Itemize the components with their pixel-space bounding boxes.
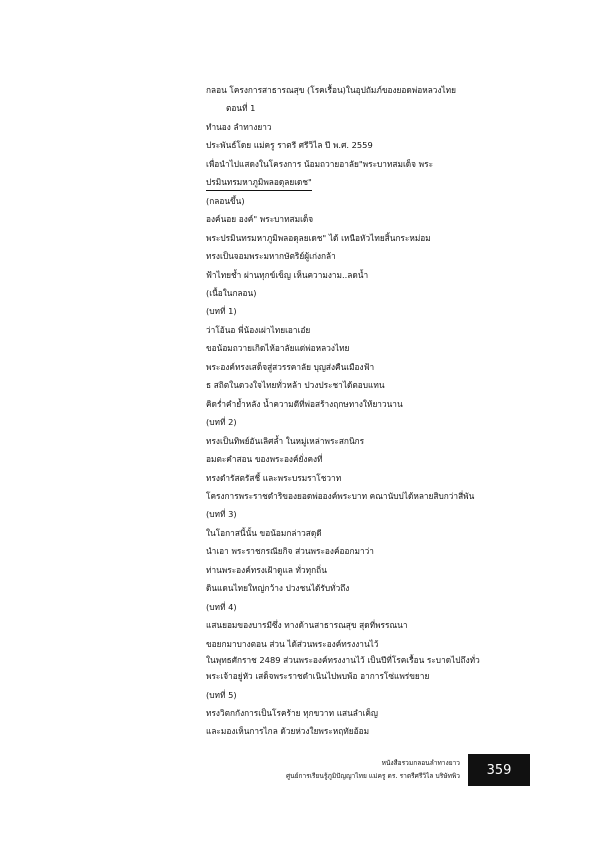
verse-line: ธ สถิตในดวงใจไทยทั่วหล้า ปวงประชาได้ตอบแทน	[206, 380, 385, 391]
page-footer	[230, 754, 530, 788]
verse-line: แสนยอมของบารมีซึ่ง ทางด้านสาธารณสุข สุดที่พรรณนา	[206, 620, 408, 631]
verse-line: ท่านพระองค์ทรงเฝ้าดูแล ทั่วทุกถิ่น	[206, 564, 327, 575]
purpose-line-2: ปรมินทรมหาภูมิพลอดุลยเดช"	[206, 174, 312, 191]
purpose-line-1: เพื่อนำไปแสดงในโครงการ น้อมถวายอาลัย"พระบาทสมเด็จ พระ	[206, 158, 434, 169]
footer-book-title: หนังสือรวมกลอนลำทางยาว	[381, 759, 460, 767]
verse-line: ทรงวิตกกังการเป็นโรคร้าย ทุกขวาท แสนลำเค็ญ	[206, 707, 378, 718]
verse-line: ขอยกมาบางตอน ส่วน ได้ส่วนพระองค์ทรงงานไว้	[206, 638, 379, 649]
verse-line: ทรงดำรัสตรัสชี้ และพระบรมราโชวาท	[206, 472, 342, 483]
stanza-label: (บทที่ 2)	[206, 417, 237, 428]
footer-text	[200, 757, 460, 783]
stanza-label: (บทที่ 3)	[206, 509, 237, 520]
poem-body	[206, 81, 526, 741]
verse-line: องค์นอย องค์" พระบาทสมเด็จ	[206, 214, 314, 225]
verse-line: ในโอกาสนี้นั้น ขอน้อมกล่าวสดุดี	[206, 527, 322, 538]
stanza-label: (บทที่ 4)	[206, 601, 237, 612]
verse-line: อมตะคำสอน ของพระองค์ยั่งคงที่	[206, 454, 323, 465]
verse-line: ว่าโอ้นอ พี่น้องเผ่าไทยเอาเอ๋ย	[206, 324, 311, 335]
verse-line: ในพุทธศักราช 2489 ส่วนพระองค์ทรงงานไว้ เป็นปีที่โรคเรื้อน ระบาดไปถึงทั่ว	[206, 655, 480, 666]
author-line: ประพันธ์โดย แม่ครู ราตรี ศรีวิไล ปี พ.ศ. 2559	[206, 140, 373, 151]
verse-line: นำเอา พระราชกรณียกิจ ส่วนพระองค์ออกมาว่า	[206, 546, 374, 557]
melody-line: ทำนอง ลำทางยาว	[206, 121, 272, 132]
episode-label: ตอนที่ 1	[226, 103, 256, 114]
poem-title: กลอน โครงการสาธารณสุข (โรคเรื้อน)ในอุปถัมภ์ของยอดพ่อหลวงไทย	[206, 85, 457, 95]
verse-line: ฟ้าไทยช้ำ ผ่านทุกข์เข็ญ เห็นความงาม..ลดน้ำ	[206, 269, 369, 280]
verse-line: และมองเห็นการไกล ด้วยห่วงใยพระหฤทัยอ้อม	[206, 726, 370, 737]
section-heading: (กลอนขึ้น)	[206, 195, 245, 206]
section-heading: (เนื้อในกลอน)	[206, 287, 257, 298]
verse-line: คิดร่ำคำย้ำหลัง น้ำความดีที่พ่อสร้างฤกษทางให้ยาวนาน	[206, 398, 403, 409]
verse-line: พระปรมินทรมหาภูมิพลอดุลยเดช" ได้ เหนือหัวไทยสิ้นกระหม่อม	[206, 232, 431, 243]
verse-line: ดินแดนไทยใหญ่กว้าง ปวงชนได้รับทั่วถึง	[206, 583, 350, 594]
verse-line: ทรงเป็นจอมพระมหากษัตริย์ผู้เก่งกล้า	[206, 251, 336, 262]
footer-publisher: ศูนย์การเรียนรู้ภูมิปัญญาไทย แม่ครู ดร. ราตรีศรีวิไล บริษัทพิว	[285, 772, 460, 780]
page-number: 359	[468, 754, 530, 786]
stanza-label: (บทที่ 1)	[206, 306, 237, 317]
verse-line: ทรงเป็นทิพย์อันเลิศล้ำ ในหมู่เหล่าพระสกนิกร	[206, 435, 365, 446]
verse-line: โครงการพระราชดำริของยอดพ่อองค์พระบาท คณานับบ่ได้หลายสิบกว่าสี่พัน	[206, 490, 475, 501]
stanza-label: (บทที่ 5)	[206, 689, 237, 700]
verse-line: พระเจ้าอยู่หัว เสด็จพระราชดำเนินไปพบพ้อ อาการโซ่แพร่ขยาย	[206, 671, 430, 682]
verse-line: พระองค์ทรงเสด็จสู่สวรรคาลัย บุญส่งคืนเมืองฟ้า	[206, 361, 375, 372]
verse-line: ขอน้อมถวายเกิดไห้อาลัยแด่พ่อหลวงไทย	[206, 343, 350, 354]
